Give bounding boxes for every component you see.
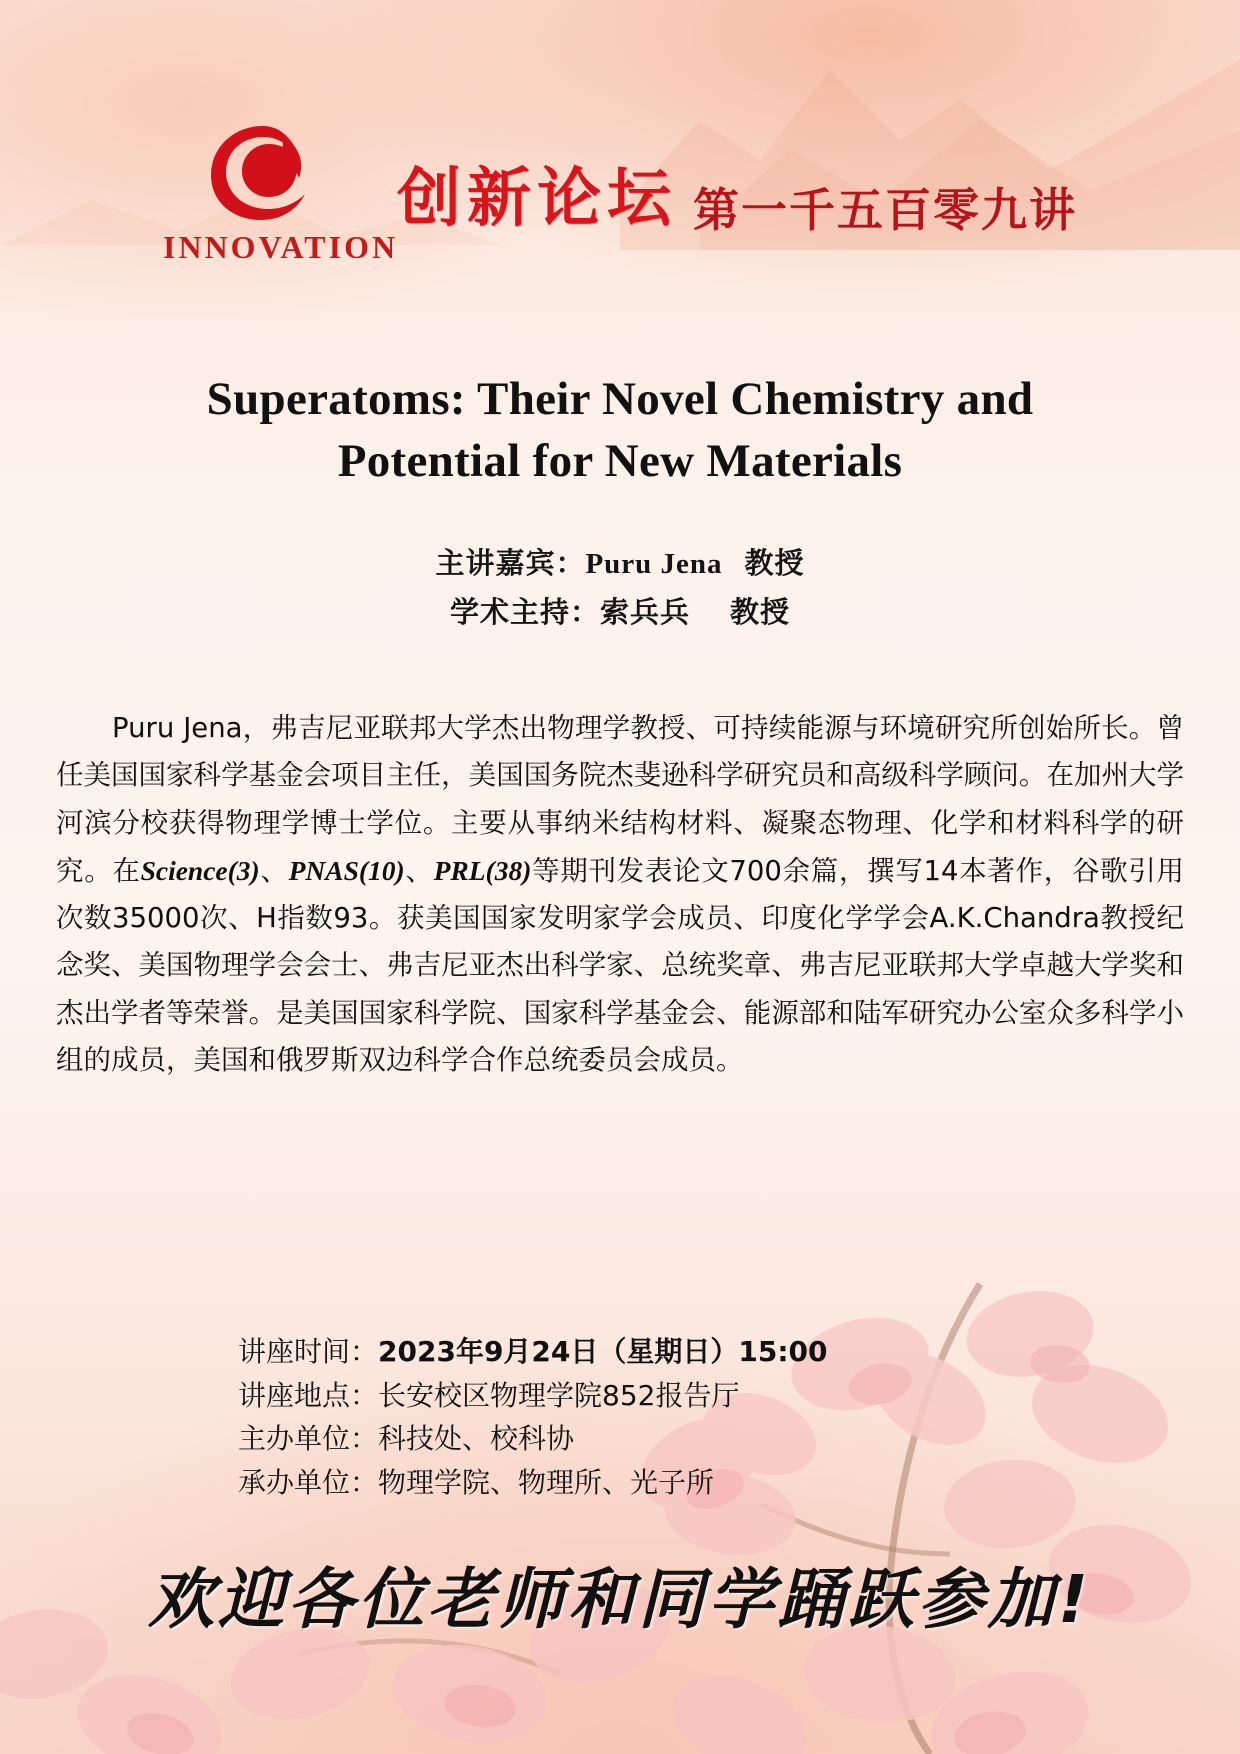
detail-value-time: 2023年9月24日（星期日）15:00	[378, 1335, 828, 1368]
detail-label-organizer: 主办单位：	[238, 1422, 379, 1456]
talk-title-line-2: Potential for New Materials	[337, 435, 903, 488]
journal-prl: PRL(38)	[433, 854, 532, 886]
bio-part-1: Puru Jena，弗吉尼亚联邦大学杰出物理学教授、可持续能源与环境研究所创始所长。曾任美国国家科学基金会项目主任，美国国务院杰斐逊科学研究员和高级科学顾问。在加州大学河滨分校获得物理学博士学位。主要从事纳米结构材料、凝聚态物理、化学和材料科学的研究。在	[56, 712, 1184, 887]
innovation-swirl-icon	[203, 120, 323, 225]
detail-row-time	[238, 1330, 1118, 1374]
speaker-rank: 教授	[744, 546, 805, 580]
brand-logo-text: INNOVATION	[163, 229, 399, 265]
host-name: 索兵兵	[599, 594, 690, 629]
event-details	[238, 1330, 1118, 1505]
detail-label-location: 讲座地点：	[238, 1378, 379, 1412]
speaker-row	[0, 540, 1240, 589]
detail-row-location	[238, 1374, 1118, 1418]
series-title-block	[397, 147, 1077, 239]
bio-sep-1: 、	[259, 854, 289, 887]
bio-part-2: 等期刊发表论文700余篇，撰写14本著作，谷歌引用次数35000次、H指数93。获美国国家发明家学会成员、印度化学学会A.K.Chandra教授纪念奖、美国物理学会会士、弗吉尼亚杰出科学家、总统奖章、弗吉尼亚联邦大学卓越大学奖和杰出学者等荣誉。是美国国家科学院、国家科学基金会、能源部和陆军研究办公室众多科学小组的成员，美国和俄罗斯双边科学合作总统委员会成员。	[56, 854, 1185, 1077]
page-title	[70, 368, 1170, 492]
series-number: 第一千五百零九讲	[693, 183, 1077, 237]
detail-row-organizer	[238, 1417, 1118, 1461]
journal-pnas: PNAS(10)	[288, 854, 405, 886]
poster-header	[0, 120, 1240, 266]
series-title: 创新论坛	[397, 162, 677, 236]
speaker-name: Puru Jena	[585, 548, 723, 580]
detail-value-organizer: 科技处、校科协	[378, 1422, 575, 1456]
detail-row-coorganizer	[238, 1461, 1118, 1505]
people-block	[0, 540, 1240, 637]
detail-value-location: 长安校区物理学院852报告厅	[378, 1378, 740, 1412]
brand-logo	[163, 120, 399, 266]
bio-sep-2: 、	[404, 854, 434, 887]
welcome-banner: 欢迎各位老师和同学踊跃参加!	[147, 1561, 1093, 1638]
journal-science: Science(3)	[140, 854, 260, 886]
detail-label-coorganizer: 承办单位：	[238, 1466, 379, 1500]
detail-label-time: 讲座时间：	[238, 1335, 379, 1368]
host-row	[0, 589, 1240, 637]
detail-value-coorganizer: 物理学院、物理所、光子所	[378, 1466, 715, 1500]
speaker-biography	[56, 705, 1184, 1084]
talk-title-line-1: Superatoms: Their Novel Chemistry and	[206, 373, 1034, 425]
host-label: 学术主持：	[449, 594, 600, 629]
host-rank: 教授	[730, 594, 791, 629]
speaker-label: 主讲嘉宾：	[435, 546, 586, 580]
